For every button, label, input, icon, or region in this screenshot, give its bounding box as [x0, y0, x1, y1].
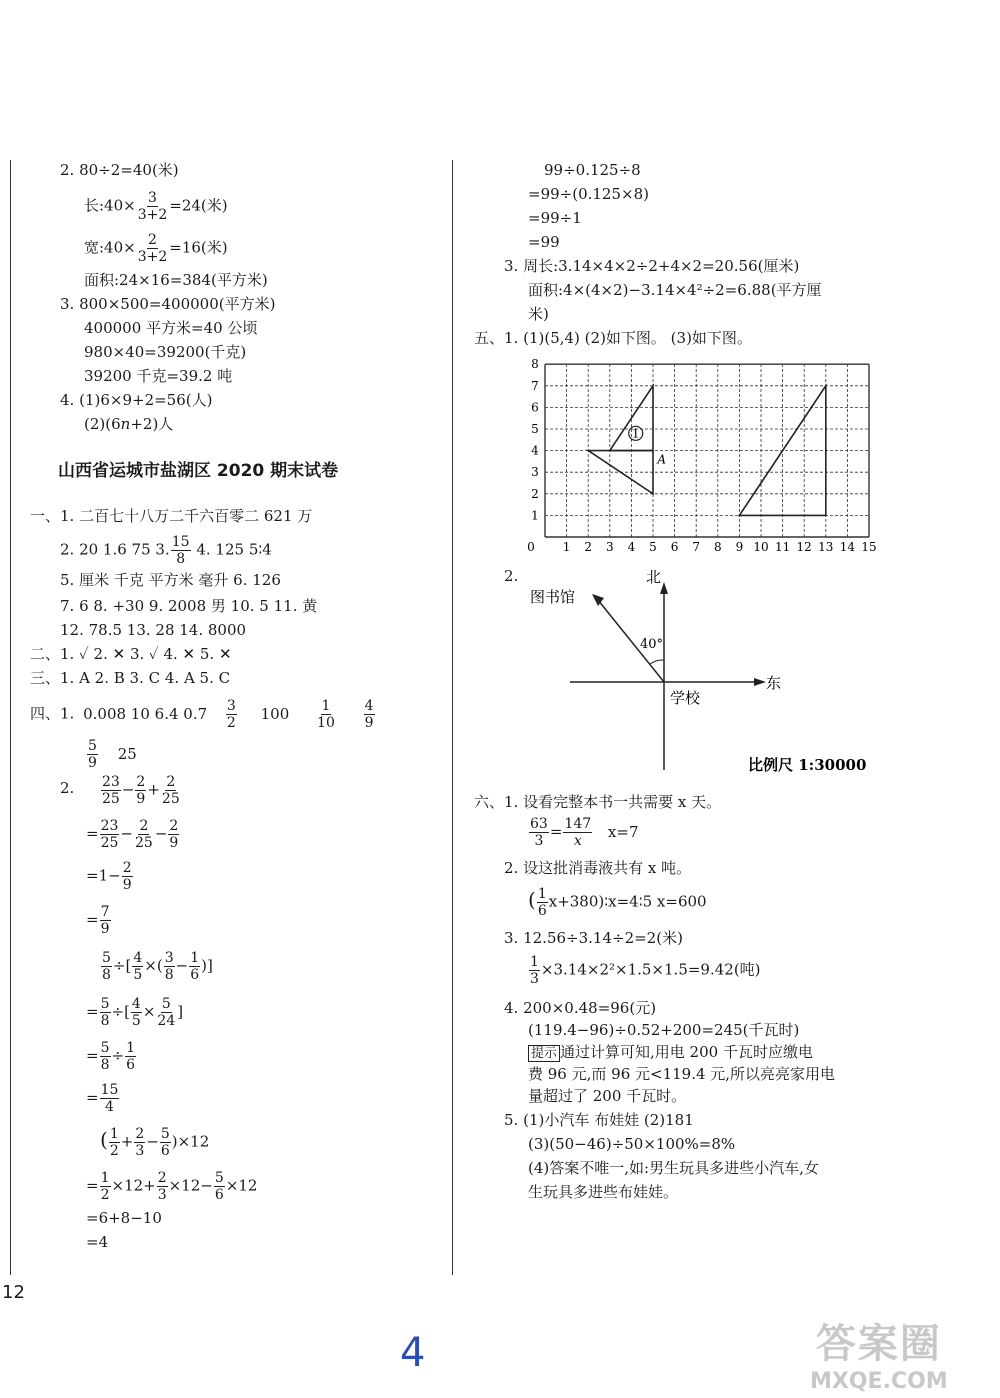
expr-part: )×12 — [171, 1132, 210, 1151]
handwritten-mark: 4 — [400, 1330, 426, 1376]
length-prefix: 长:40× — [84, 196, 136, 215]
calc-line4: =99 — [528, 233, 560, 251]
operator: − — [175, 956, 189, 975]
s4q2-expr-b — [86, 818, 180, 851]
x-tick-label: 4 — [627, 540, 636, 554]
equals: = — [86, 824, 99, 843]
s4-line1 — [30, 698, 376, 731]
equals: = — [549, 822, 563, 841]
fraction: $\frac{2}{9}$ — [169, 818, 179, 851]
compass-diagram — [520, 560, 867, 780]
width-result: =16(米) — [169, 238, 228, 257]
s4q2-expr-h — [86, 1082, 120, 1115]
s6-q2-line — [504, 858, 691, 878]
s2-answers: 二、1. ✓ 2. ✕ 3. ✓ 4. ✕ 5. ✕ — [30, 645, 232, 663]
s1-line2 — [60, 534, 272, 567]
s4q2-expr-k: =6+8−10 — [86, 1209, 162, 1227]
s6-q1-equation — [528, 816, 639, 849]
fraction: $\frac{5}{8}$ — [100, 1040, 110, 1073]
expr-part: =1− — [86, 866, 121, 885]
s4q2-expr-g — [86, 1040, 137, 1073]
equals: = — [86, 910, 99, 929]
library-label: 图书馆 — [530, 588, 576, 606]
fraction: $\frac{5}{6}$ — [214, 1170, 224, 1203]
circle-label: 1 — [631, 426, 640, 441]
x-tick-label: 3 — [605, 540, 614, 554]
fraction: $\frac{5}{6}$ — [160, 1126, 170, 1159]
fraction: $\frac{1}{6}$ — [190, 950, 200, 983]
s6-label: 六、1. — [474, 793, 519, 811]
north-label: 北 — [646, 568, 662, 586]
equals: = — [86, 1002, 99, 1021]
q4-part: +2)人 — [130, 415, 174, 433]
s6-q2-expression: x+380)∶x=4∶5 x=600 — [548, 892, 707, 911]
calc-line2: =99÷(0.125×8) — [528, 185, 649, 203]
operator: × — [142, 1002, 156, 1021]
x-tick-label: 11 — [774, 540, 791, 554]
q2-width — [84, 232, 228, 265]
s6-q4-calc2: (119.4−96)÷0.52+200=245(千瓦时) — [528, 1021, 800, 1039]
column-divider — [452, 160, 453, 1275]
s4q2-expr-f — [86, 996, 183, 1029]
fraction: $\frac{2}{3}$ — [157, 1170, 167, 1203]
equals: = — [86, 1088, 99, 1107]
fraction: $\frac{15}{8}$ — [171, 534, 190, 567]
fraction: $\frac{1}{6}$ — [126, 1040, 135, 1073]
x-tick-label: 6 — [670, 540, 679, 554]
compass-number: 2. — [504, 567, 519, 585]
q3-line4: 39200 千克=39.2 吨 — [84, 367, 233, 385]
x-tick-label: 15 — [861, 540, 877, 554]
fraction: $\frac{2}{9}$ — [136, 774, 146, 807]
expr-part: ×12− — [168, 1176, 213, 1195]
s1-line5: 12. 78.5 13. 28 14. 8000 — [60, 621, 247, 639]
s4q2-expr-j — [86, 1170, 257, 1203]
x-tick-label: 12 — [796, 540, 812, 554]
x-tick-label: 9 — [735, 540, 744, 554]
watermark — [810, 1312, 948, 1394]
y-tick-label: 6 — [531, 400, 539, 415]
north-arrow-icon — [660, 582, 668, 594]
tip-text2: 费 96 元,而 96 元<119.4 元,所以亮亮家用电 — [528, 1065, 836, 1083]
s4q2-expr-c — [86, 860, 134, 893]
q4-number: 4. — [60, 391, 75, 409]
s1-line1 — [30, 506, 312, 526]
s6-q3-number: 3. — [504, 929, 519, 947]
fraction: $\frac{1}{3}$ — [530, 954, 539, 987]
fraction: $\frac{4}{5}$ — [131, 996, 141, 1029]
area-calc: 面积:4×(4×2)−3.14×4²÷2=6.88(平方厘 — [528, 281, 822, 299]
s6-q4-calc1: 200×0.48=96(元) — [523, 999, 657, 1017]
operator: − — [154, 824, 168, 843]
calc-line1: 99÷0.125÷8 — [544, 161, 641, 179]
s6-q5-answer4: 生玩具多进些布娃娃。 — [528, 1183, 679, 1201]
s6-q5-line — [504, 1110, 694, 1130]
expr-part: ] — [177, 1002, 184, 1021]
x-tick-label: 8 — [713, 540, 722, 554]
s4q2-expr-i — [100, 1126, 209, 1159]
s5-label: 五、1. — [474, 329, 519, 347]
x-tick-label: 0 — [527, 540, 535, 554]
fraction: $\frac{1}{2}$ — [109, 1126, 119, 1159]
q2-area: 面积:24×16=384(平方米) — [84, 271, 268, 289]
east-label: 东 — [766, 674, 782, 692]
y-tick-label: 7 — [531, 378, 539, 393]
q2-length — [84, 190, 228, 223]
s6-q3-line — [504, 928, 683, 948]
fraction: $\frac{5}{8}$ — [100, 996, 110, 1029]
equals: = — [86, 1046, 99, 1065]
s4q2-expr-l: =4 — [86, 1233, 109, 1251]
s4q2-expr-a — [100, 774, 182, 807]
s1-answers: 4. 125 5∶4 — [196, 540, 272, 559]
variable-n: n — [120, 415, 131, 433]
fraction: $\frac{5}{9}$ — [88, 738, 97, 771]
left-border-line — [10, 160, 11, 1275]
s6-q5-answer3: (4)答案不唯一,如:男生玩具多进些小汽车,女 — [528, 1159, 819, 1177]
s3-answers: 三、1. A 2. B 3. C 4. A 5. C — [30, 669, 231, 687]
fraction: $\frac{2}{3+2}$ — [137, 232, 168, 265]
fraction: $\frac{147}{x}$ — [564, 816, 592, 849]
s6-q3-calc1: 12.56÷3.14÷2=2(米) — [523, 929, 683, 947]
tip-text1: 通过计算可知,用电 200 千瓦时应缴电 — [560, 1043, 813, 1061]
operator: − — [120, 824, 133, 843]
q2-line1 — [60, 160, 179, 180]
s6-q4-tip — [528, 1042, 813, 1064]
watermark-title: 答案圈 — [815, 1321, 942, 1367]
x-tick-label: 2 — [584, 540, 593, 554]
s6-q2-number: 2. — [504, 859, 519, 877]
point-a-label: A — [657, 452, 666, 467]
fraction: $\frac{4}{9}$ — [364, 698, 374, 731]
fraction: $\frac{3}{2}$ — [226, 698, 236, 731]
q4-part: (2)(6 — [84, 415, 121, 433]
q3-line2: 400000 平方米=40 公顷 — [84, 319, 258, 337]
expr-part: ×12+ — [111, 1176, 156, 1195]
section-title: 山西省运城市盐湖区 2020 期末试卷 — [58, 461, 339, 481]
x-tick-label: 13 — [818, 540, 834, 554]
q3-calc: 800×500=400000(平方米) — [79, 295, 276, 313]
fraction: $\frac{3}{8}$ — [164, 950, 174, 983]
s6-q4-line — [504, 998, 656, 1018]
tip-text3: 量超过了 200 千瓦时。 — [528, 1087, 687, 1105]
equals: = — [86, 1176, 99, 1195]
watermark-url: MXQE.COM — [810, 1369, 948, 1394]
s6-q1-line — [474, 792, 721, 812]
s6-q5-answer2: (3)(50−46)÷50×100%=8% — [528, 1135, 736, 1153]
s6-q3-calc2-text: ×3.14×2²×1.5×1.5=9.42(吨) — [540, 960, 761, 979]
x-tick-label: 14 — [839, 540, 856, 554]
fraction: $\frac{23}{25}$ — [100, 818, 119, 851]
x-tick-label: 7 — [692, 540, 701, 554]
q3-number: 3. — [60, 295, 75, 313]
s6-q2-setup: 设这批消毒液共有 x 吨。 — [523, 859, 692, 877]
s4-label: 四、1. — [30, 704, 75, 723]
operator: − — [146, 1132, 159, 1151]
q4-calc: (1)6×9+2=56(人) — [79, 391, 213, 409]
fraction: $\frac{15}{4}$ — [100, 1082, 119, 1115]
r-q3-number: 3. — [504, 257, 519, 275]
fraction: $\frac{1}{2}$ — [100, 1170, 110, 1203]
operator: − — [121, 780, 135, 799]
s4-values: 0.008 10 6.4 0.7 — [83, 704, 208, 723]
s6-q3-calc2 — [528, 954, 761, 987]
grid-tick-labels — [527, 357, 876, 554]
s4-line2 — [86, 738, 137, 771]
operator: + — [147, 780, 160, 799]
s6-q4-number: 4. — [504, 999, 519, 1017]
fraction: $\frac{2}{25}$ — [161, 774, 180, 807]
calc-line3: =99÷1 — [528, 209, 582, 227]
expr-part: ÷[ — [111, 1002, 130, 1021]
s1-line3: 5. 厘米 千克 平方米 毫升 6. 126 — [60, 571, 281, 589]
s4q2-expr-e — [100, 950, 213, 983]
q2-number: 2. — [60, 161, 75, 179]
expr-part: ×( — [144, 956, 163, 975]
fraction: $\frac{2}{25}$ — [134, 818, 153, 851]
fraction: $\frac{7}{9}$ — [100, 904, 110, 937]
area-calc-cont: 米) — [528, 305, 549, 323]
s6-q5-answer1: (1)小汽车 布娃娃 (2)181 — [523, 1111, 694, 1129]
y-tick-label: 8 — [531, 357, 539, 372]
width-prefix: 宽:40× — [84, 238, 136, 257]
x-tick-label: 1 — [562, 540, 571, 554]
s5-answers: (1)(5,4) (2)如下图。 (3)如下图。 — [523, 329, 752, 347]
school-label: 学校 — [670, 689, 701, 707]
page-number: 12 — [2, 1282, 25, 1303]
y-tick-label: 5 — [531, 422, 539, 436]
fraction: $\frac{2}{3}$ — [135, 1126, 145, 1159]
fraction: $\frac{23}{25}$ — [102, 774, 120, 807]
s4-value-100: 100 — [260, 704, 290, 723]
s6-q2-equation — [528, 886, 707, 919]
s6-q5-number: 5. — [504, 1111, 519, 1129]
y-tick-label: 2 — [531, 486, 539, 501]
fraction: $\frac{5}{8}$ — [102, 950, 111, 983]
expr-part: ×12 — [225, 1176, 258, 1195]
angle-label: 40° — [640, 637, 664, 652]
s1-line4: 7. 6 8. +30 9. 2008 男 10. 5 11. 黄 — [60, 597, 318, 615]
tip-label: 提示 — [528, 1045, 560, 1062]
length-result: =24(米) — [169, 196, 228, 215]
perimeter-calc: 周长:3.14×4×2÷2+4×2=20.56(厘米) — [523, 257, 800, 275]
fraction: $\frac{3}{3+2}$ — [137, 190, 168, 223]
s1-answers: 2. 20 1.6 75 3. — [60, 540, 170, 559]
q4-line1 — [60, 390, 212, 410]
s1-answer1: 二百七十八万二千六百零二 621 万 — [79, 507, 313, 525]
scale-label: 比例尺 1:30000 — [748, 756, 867, 774]
fraction: $\frac{63}{3}$ — [530, 816, 548, 849]
q2-division: 80÷2=40(米) — [79, 161, 179, 179]
coordinate-grid — [500, 350, 877, 555]
fraction: $\frac{1}{6}$ — [537, 886, 547, 919]
operator: ÷ — [111, 1046, 125, 1065]
y-tick-label: 4 — [531, 443, 539, 458]
s4-value-25: 25 — [117, 744, 137, 763]
east-arrow-icon — [754, 678, 766, 686]
s1-label: 一、1. — [30, 507, 75, 525]
q3-line1 — [60, 294, 275, 314]
r-q3-line1 — [504, 256, 799, 276]
x-tick-label: 5 — [649, 540, 657, 554]
y-tick-label: 1 — [531, 508, 539, 523]
expr-part: ÷[ — [112, 956, 132, 975]
s4q2-expr-d — [86, 904, 112, 937]
y-tick-label: 3 — [531, 465, 539, 480]
expr-part: ( — [100, 1127, 108, 1152]
fraction: $\frac{4}{5}$ — [133, 950, 143, 983]
q4-line2 — [84, 414, 173, 434]
s5-line — [474, 328, 752, 348]
fraction: $\frac{2}{9}$ — [122, 860, 132, 893]
expr-part: )] — [201, 956, 213, 975]
s4q2-number: 2. — [60, 779, 75, 797]
angle-arc — [650, 660, 664, 664]
x-tick-label: 10 — [753, 540, 769, 554]
operator: + — [120, 1132, 134, 1151]
q3-line3: 980×40=39200(千克) — [84, 343, 247, 361]
fraction: $\frac{5}{24}$ — [157, 996, 176, 1029]
s6-q1-answer: x=7 — [607, 822, 639, 841]
fraction: $\frac{1}{10}$ — [317, 698, 335, 731]
paren: ( — [528, 887, 536, 912]
s6-q1-setup: 设看完整本书一共需要 x 天。 — [523, 793, 722, 811]
